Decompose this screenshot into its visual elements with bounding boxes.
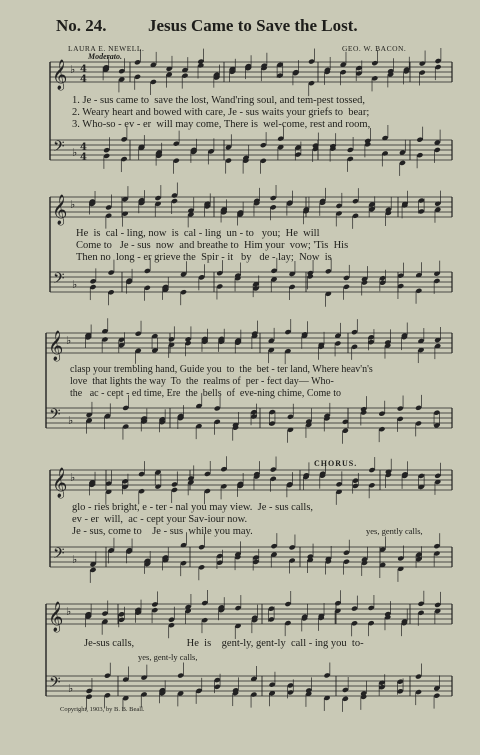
lyric-verse-2-line: Come to Je - sus now and breathe to Him your vow; 'Tis His — [76, 240, 349, 251]
bass-clef-icon: 𝄢 — [49, 406, 61, 427]
lyricist-credit: LAURA E. NEWELL. — [68, 44, 145, 53]
lyric-verse-3-line: 3. Who-so - ev - er will may come, There is wel-come, rest and room, — [72, 119, 371, 130]
time-signature-icon: 4 — [80, 64, 87, 75]
treble-clef-icon: 𝄞 — [48, 331, 64, 361]
flat-sign-icon: ♭ — [72, 553, 78, 566]
bass-clef-icon: 𝄢 — [49, 674, 61, 695]
flat-sign-icon: ♭ — [72, 278, 78, 291]
lyric-verse-3-line: the ac - cept - ed time, Ere the bells of eve-ning chime, Come to — [70, 388, 342, 399]
flat-sign-icon: ♭ — [66, 605, 72, 618]
lyric-verse-1-line: clasp your trembling hand, Guide you to the bet - ter land, Where heav'n's — [70, 364, 373, 375]
lyric-verse-1-line: 1. Je - sus came to save the lost, Wand'ring soul, and tem-pest tossed, — [72, 95, 366, 106]
flat-sign-icon: ♭ — [72, 146, 78, 159]
bass-clef-icon: 𝄢 — [53, 270, 65, 291]
alto-response-text: yes, gently calls, — [366, 526, 423, 536]
treble-clef-icon: 𝄞 — [52, 468, 68, 498]
time-signature-icon: 4 — [80, 74, 87, 85]
lyric-verse-2-line: love that lights the way To the realms of per - fect day— Who- — [70, 376, 334, 387]
lyric-verse-3-line: Je - sus, come to Je - sus while you may. — [72, 526, 253, 537]
lyric-verse-1-line: He is cal - ling, now is cal - ling un - to you; He will — [76, 228, 320, 239]
lyric-verse-1-line: glo - ries bright, e - ter - nal you may view. Je - sus calls, — [72, 502, 314, 513]
treble-clef-icon: 𝄞 — [52, 60, 68, 90]
bass-clef-icon: 𝄢 — [53, 138, 65, 159]
treble-clef-icon: 𝄞 — [48, 602, 64, 632]
hymn-title: Jesus Came to Save the Lost. — [148, 16, 358, 35]
flat-sign-icon: ♭ — [68, 682, 74, 695]
lyric-verse-2-line: 2. Weary heart and bowed with care, Je - sus waits your griefs to bear; — [72, 107, 370, 118]
flat-sign-icon: ♭ — [70, 471, 76, 484]
lyric-verse-2-line: ev - er will, ac - cept your Sav-iour now. — [72, 514, 248, 525]
copyright-notice: Copyright, 1903, by B. B. Beall. — [60, 706, 145, 713]
tempo-marking: Moderato. — [88, 52, 122, 61]
time-signature-icon: 4 — [80, 142, 87, 153]
bass-clef-icon: 𝄢 — [53, 545, 65, 566]
flat-sign-icon: ♭ — [70, 63, 76, 76]
alto-response-text: yes, gent-ly calls, — [138, 652, 198, 662]
composer-credit: GEO. W. BACON. — [342, 44, 407, 53]
treble-clef-icon: 𝄞 — [52, 195, 68, 225]
chorus-label: CHORUS. — [314, 459, 358, 468]
flat-sign-icon: ♭ — [68, 414, 74, 427]
flat-sign-icon: ♭ — [66, 334, 72, 347]
lyric-verse-3-line: Then no long - er grieve the Spir - it by de - lay; Now is — [76, 252, 332, 263]
lyric-chorus-line: Je-sus calls, He is gent-ly, gent-ly call - ing you to- — [84, 638, 364, 649]
time-signature-icon: 4 — [80, 152, 87, 163]
hymn-number: No. 24. — [56, 16, 107, 35]
flat-sign-icon: ♭ — [70, 198, 76, 211]
